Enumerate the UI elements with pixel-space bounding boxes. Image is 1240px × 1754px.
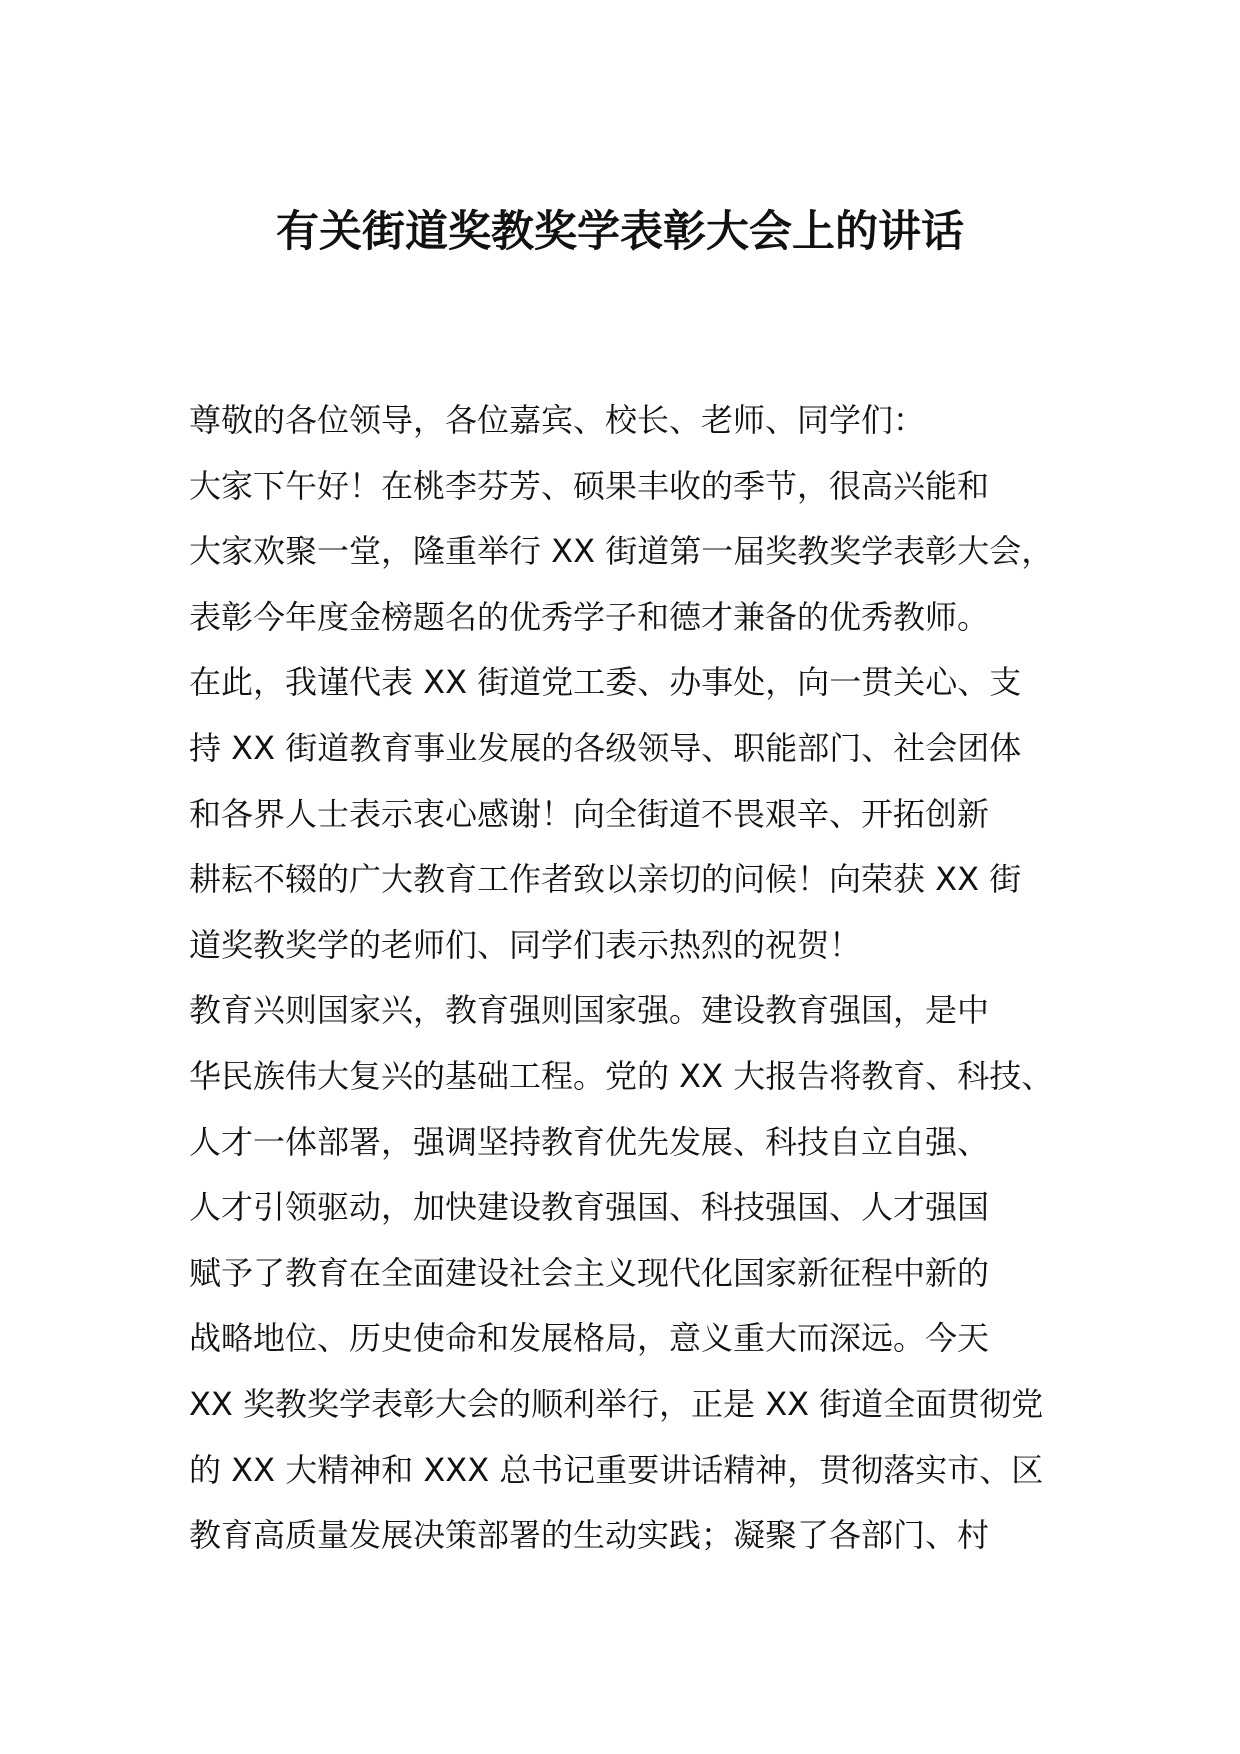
text-line: 大家欢聚一堂，隆重举行 XX 街道第一届奖教奖学表彰大会， [189, 532, 1054, 571]
text-line: 战略地位、历史使命和发展格局，意义重大而深远。今天 [189, 1319, 990, 1358]
text-line: 耕耘不辍的广大教育工作者致以亲切的问候！向荣获 XX 街 [189, 860, 1022, 899]
text-line: 赋予了教育在全面建设社会主义现代化国家新征程中新的 [189, 1253, 990, 1292]
document-title: 有关街道奖教奖学表彰大会上的讲话 [276, 207, 964, 257]
text-line: XX 奖教奖学表彰大会的顺利举行，正是 XX 街道全面贯彻党 [189, 1384, 1044, 1423]
text-line: 持 XX 街道教育事业发展的各级领导、职能部门、社会团体 [189, 728, 1022, 767]
text-line: 人才引领驱动，加快建设教育强国、科技强国、人才强国 [189, 1188, 990, 1227]
text-line: 的 XX 大精神和 XXX 总书记重要讲话精神，贯彻落实市、区 [189, 1450, 1044, 1489]
text-line: 尊敬的各位领导，各位嘉宾、校长、老师、同学们： [189, 401, 926, 439]
text-line: 华民族伟大复兴的基础工程。党的 XX 大报告将教育、科技、 [189, 1056, 1054, 1095]
text-line: 教育高质量发展决策部署的生动实践；凝聚了各部门、村 [189, 1516, 990, 1555]
text-line: 表彰今年度金榜题名的优秀学子和德才兼备的优秀教师。 [189, 597, 990, 636]
document-body [189, 388, 1089, 1569]
text-line: 在此，我谨代表 XX 街道党工委、办事处，向一贯关心、支 [189, 663, 1022, 702]
text-line: 人才一体部署，强调坚持教育优先发展、科技自立自强、 [189, 1122, 990, 1161]
text-line: 和各界人士表示衷心感谢！向全街道不畏艰辛、开拓创新 [189, 794, 990, 833]
text-line: 道奖教奖学的老师们、同学们表示热烈的祝贺！ [189, 925, 862, 964]
text-line: 大家下午好！在桃李芬芳、硕果丰收的季节，很高兴能和 [189, 466, 990, 505]
text-line: 教育兴则国家兴，教育强则国家强。建设教育强国，是中 [189, 991, 990, 1030]
